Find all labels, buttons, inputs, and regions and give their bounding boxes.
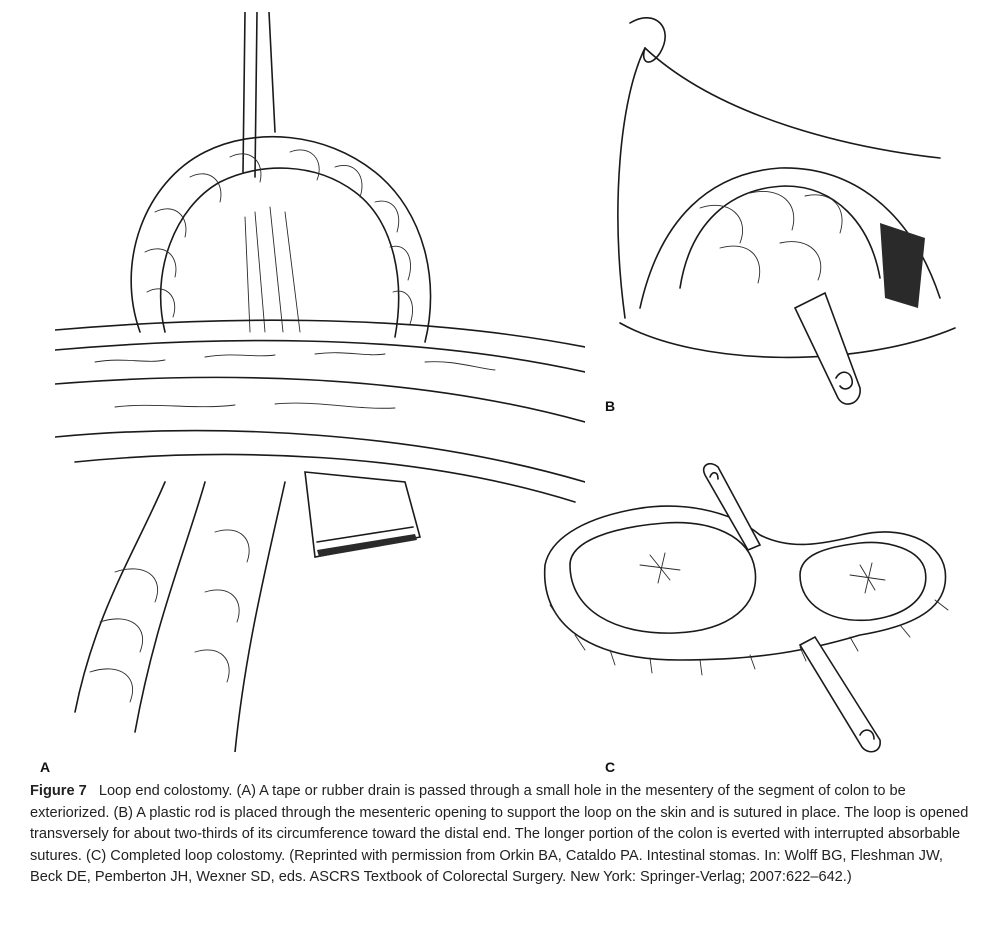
panel-label-c: C [605, 759, 616, 775]
illustration-panel-c [530, 455, 970, 755]
illustration-panel-b [600, 8, 975, 418]
panel-label-b: B [605, 398, 616, 414]
panel-label-a: A [40, 759, 51, 775]
colon-loop-with-rod-drawing-b [600, 8, 975, 418]
illustration-panel-a [55, 12, 585, 752]
colon-loop-drawing-a [55, 12, 585, 752]
figure-caption-text: Loop end colostomy. (A) A tape or rubber drain is passed through a small hole in the mesentery of the segment of colon to be exteriorized. (B) A plastic rod is placed through the mesenteric opening to support the loop on the skin and is sutured in place. The loop is opened transversely for about two-thirds of its circumference toward the distal end. The longer portion of the colon is everted with interrupted absorbable sutures. (C) Completed loop colostomy. (Reprinted with permission from Orkin BA, Cataldo PA. Intestinal stomas. In: Wolff BG, Fleshman JW, Beck DE, Pemberton JH, Wexner SD, eds. ASCRS Textbook of Colorectal Surgery. New York: Springer-Verlag; 2007:622–642.) [30, 783, 969, 885]
figure-label: Figure 7 [30, 783, 87, 799]
figure-caption [30, 781, 975, 889]
completed-colostomy-drawing-c [530, 455, 970, 755]
